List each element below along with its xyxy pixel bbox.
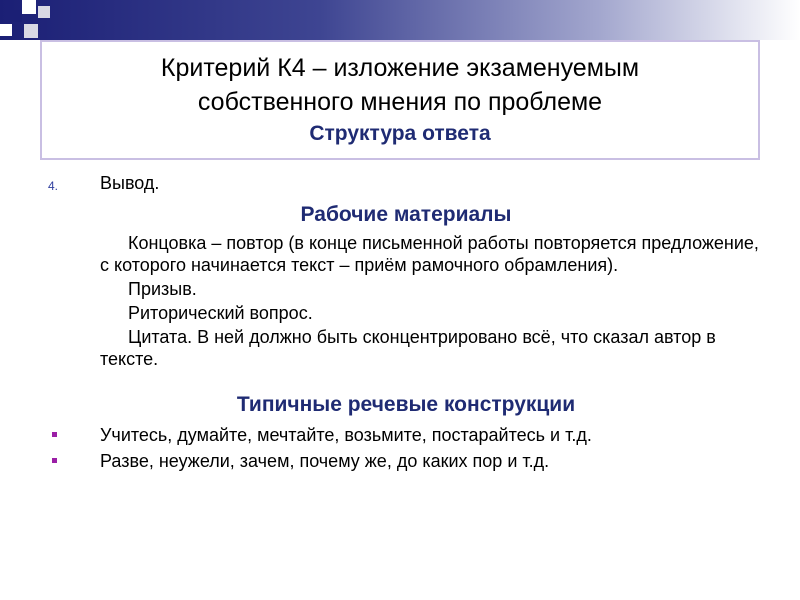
slide-title-box (40, 40, 760, 160)
material-paragraph: Риторический вопрос. (128, 303, 313, 323)
materials-heading: Рабочие материалы (300, 203, 512, 226)
decorative-square (10, 10, 22, 22)
bullet-text: Учитесь, думайте, мечтайте, возьмите, постарайтесь и т.д. (100, 425, 592, 445)
decorative-square (22, 0, 36, 14)
decorative-square (38, 6, 50, 18)
material-paragraph: Призыв. (128, 279, 197, 299)
decorative-square (24, 24, 38, 38)
bullet-marker-icon (52, 432, 57, 437)
material-paragraph: Цитата. В ней должно быть сконцентрировано всё, что сказал автор в тексте. (100, 327, 716, 369)
bullet-marker-icon (52, 458, 57, 463)
slide-body (48, 172, 764, 472)
slide-title-line-1: Критерий К4 – изложение экзаменуемым (160, 54, 640, 82)
bullet-text: Разве, неужели, зачем, почему же, до каких пор и т.д. (100, 451, 550, 471)
numbered-item (48, 172, 764, 194)
constructions-heading: Типичные речевые конструкции (236, 393, 576, 416)
bullet-item (48, 450, 764, 472)
bullet-item (48, 424, 764, 446)
item-text: Вывод. (100, 173, 160, 193)
material-paragraph: Концовка – повтор (в конце письменной работы повторяется предложение, с которого начинается текст – приём рамочного обрамления). (100, 233, 759, 275)
item-number: 4. (48, 179, 59, 193)
slide-title-line-2: собственного мнения по проблеме (197, 88, 603, 116)
decorative-square (0, 24, 12, 36)
slide-subtitle: Структура ответа (309, 122, 491, 145)
decorative-header-bar (0, 0, 800, 40)
